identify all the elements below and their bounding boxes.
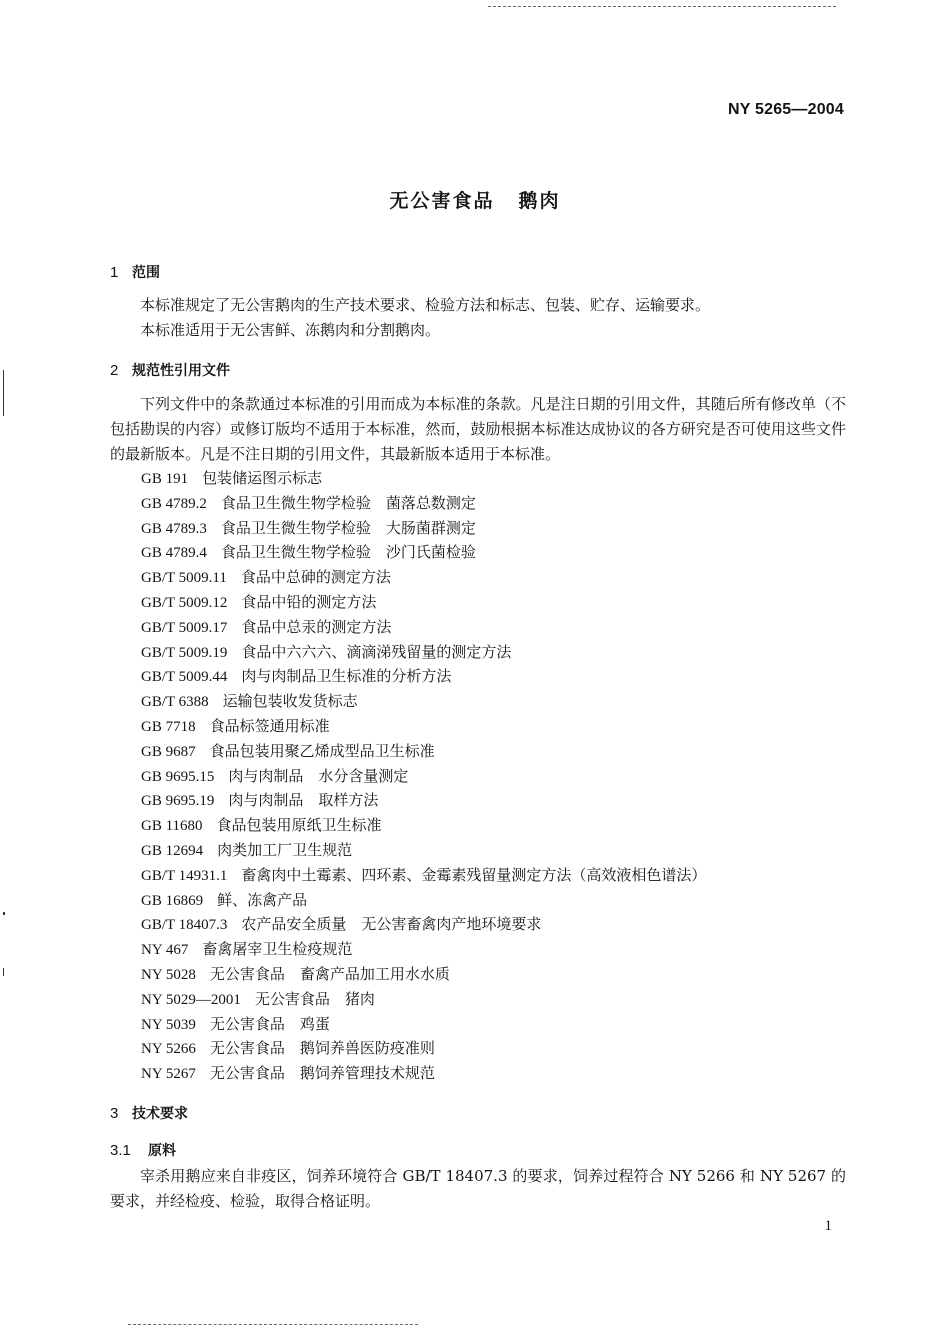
reference-code: GB/T 5009.12 xyxy=(141,594,228,611)
reference-code: NY 5267 xyxy=(141,1066,196,1083)
scan-edge-mark xyxy=(3,912,5,915)
reference-title: 无公害食品 畜禽产品加工用水水质 xyxy=(209,964,450,983)
reference-code: GB 4789.2 xyxy=(141,495,207,512)
section-heading xyxy=(110,262,160,282)
reference-title: 肉类加工厂卫生规范 xyxy=(217,840,353,859)
section-title: 规范性引用文件 xyxy=(132,363,230,379)
reference-item xyxy=(141,838,706,863)
reference-item xyxy=(141,962,706,987)
reference-title: 畜禽屠宰卫生检疫规范 xyxy=(202,940,353,959)
scan-edge-mark xyxy=(3,968,4,976)
reference-code: GB 191 xyxy=(141,471,189,487)
reference-code: NY 5266 xyxy=(141,1041,196,1058)
reference-code: GB 9687 xyxy=(141,743,196,760)
section-number: 2 xyxy=(110,362,119,379)
subsection-title: 原料 xyxy=(148,1143,176,1159)
reference-item xyxy=(141,1036,706,1061)
reference-title: 食品包装用原纸卫生标准 xyxy=(216,816,382,835)
reference-code: GB/T 18407.3 xyxy=(141,917,228,934)
reference-title: 食品卫生微生物学检验 沙门氏菌检验 xyxy=(220,543,476,562)
reference-item xyxy=(141,987,706,1012)
reference-code: GB/T 5009.17 xyxy=(141,619,228,636)
reference-title: 食品包装用聚乙烯成型品卫生标准 xyxy=(209,741,435,760)
reference-code: NY 5029—2001 xyxy=(141,991,241,1008)
paragraph: 本标准规定了无公害鹅肉的生产技术要求、检验方法和标志、包装、贮存、运输要求。 xyxy=(140,296,711,314)
reference-title: 食品卫生微生物学检验 菌落总数测定 xyxy=(220,493,476,512)
reference-code: NY 5039 xyxy=(141,1016,196,1033)
reference-item xyxy=(141,937,706,962)
reference-code: GB 9695.19 xyxy=(141,793,215,810)
reference-code: GB 4789.4 xyxy=(141,545,207,562)
reference-item xyxy=(141,912,706,937)
section-heading xyxy=(110,1103,188,1123)
reference-code: GB 9695.15 xyxy=(141,768,215,785)
reference-code: GB/T 5009.44 xyxy=(141,669,228,686)
reference-item xyxy=(141,516,706,541)
reference-code: NY 467 xyxy=(141,942,189,959)
reference-title: 食品中总砷的测定方法 xyxy=(240,568,391,587)
section-heading xyxy=(110,360,230,380)
reference-title: 食品中六六六、滴滴涕残留量的测定方法 xyxy=(241,642,512,661)
reference-title: 鲜、冻禽产品 xyxy=(217,890,308,909)
reference-item xyxy=(141,1012,706,1037)
reference-item xyxy=(141,888,706,913)
reference-item xyxy=(141,491,706,516)
reference-title: 食品卫生微生物学检验 大肠菌群测定 xyxy=(220,518,476,537)
title-part-1: 无公害食品 xyxy=(389,190,495,212)
reference-item xyxy=(141,640,706,665)
paragraph: 下列文件中的条款通过本标准的引用而成为本标准的条款。凡是注日期的引用文件，其随后所有修改单（不包括勘误的内容）或修订版均不适用于本标准，然而，鼓励根据本标准达成协议的各方研究是否可使用这些文件的最新版本。凡是不注日期的引用文件，其最新版本适用于本标准。 xyxy=(110,395,846,463)
reference-title: 食品中总汞的测定方法 xyxy=(241,617,392,636)
reference-item xyxy=(141,565,706,590)
scan-edge-mark xyxy=(3,370,4,416)
section-title: 范围 xyxy=(132,265,160,281)
reference-title: 无公害食品 猪肉 xyxy=(254,989,375,1008)
title-part-2: 鹅肉 xyxy=(518,190,561,212)
reference-list xyxy=(141,466,706,1086)
subsection-number: 3.1 xyxy=(110,1142,131,1159)
reference-code: GB/T 6388 xyxy=(141,694,209,711)
reference-item xyxy=(141,615,706,640)
reference-item xyxy=(141,714,706,739)
reference-item xyxy=(141,590,706,615)
section-number: 1 xyxy=(110,264,119,281)
reference-code: GB 4789.3 xyxy=(141,520,207,537)
paragraph: 宰杀用鹅应来自非疫区，饲养环境符合 GB/T 18407.3 的要求，饲养过程符合 NY 5266 和 NY 5267 的要求，并经检疫、检验，取得合格证明。 xyxy=(110,1167,846,1210)
reference-item xyxy=(141,664,706,689)
paragraph: 本标准适用于无公害鲜、冻鹅肉和分割鹅肉。 xyxy=(140,321,441,339)
section-number: 3 xyxy=(110,1105,119,1122)
reference-code: GB 7718 xyxy=(141,718,196,735)
reference-code: GB 11680 xyxy=(141,818,203,835)
reference-code: GB/T 5009.19 xyxy=(141,644,228,661)
reference-title: 食品中铅的测定方法 xyxy=(241,592,377,611)
reference-code: GB/T 14931.1 xyxy=(141,867,228,884)
reference-code: GB 16869 xyxy=(141,892,204,909)
reference-item xyxy=(141,739,706,764)
document-title xyxy=(0,186,950,213)
reference-title: 肉与肉制品 取样方法 xyxy=(228,791,379,810)
scan-artifact-bottom xyxy=(128,1324,418,1326)
scan-artifact-top xyxy=(488,6,836,8)
reference-code: NY 5028 xyxy=(141,966,196,983)
reference-title: 包装储运图示标志 xyxy=(202,469,323,487)
reference-title: 畜禽肉中土霉素、四环素、金霉素残留量测定方法（高效液相色谱法） xyxy=(241,865,707,884)
reference-item xyxy=(141,689,706,714)
page-number: 1 xyxy=(824,1218,832,1234)
section-title: 技术要求 xyxy=(132,1106,188,1122)
reference-title: 无公害食品 鸡蛋 xyxy=(209,1014,330,1033)
reference-code: GB 12694 xyxy=(141,842,204,859)
reference-item xyxy=(141,1061,706,1086)
standard-number: NY 5265—2004 xyxy=(728,101,844,118)
reference-item xyxy=(141,863,706,888)
reference-title: 无公害食品 鹅饲养兽医防疫准则 xyxy=(209,1039,435,1058)
reference-title: 无公害食品 鹅饲养管理技术规范 xyxy=(209,1064,435,1083)
reference-item xyxy=(141,813,706,838)
reference-title: 肉与肉制品 水分含量测定 xyxy=(228,766,409,785)
reference-item xyxy=(141,540,706,565)
reference-code: GB/T 5009.11 xyxy=(141,570,227,587)
reference-title: 农产品安全质量 无公害畜禽肉产地环境要求 xyxy=(241,915,542,934)
reference-item xyxy=(141,764,706,789)
reference-title: 食品标签通用标准 xyxy=(209,716,330,735)
reference-item xyxy=(141,466,706,491)
reference-item xyxy=(141,788,706,813)
reference-title: 运输包装收发货标志 xyxy=(222,692,358,711)
reference-title: 肉与肉制品卫生标准的分析方法 xyxy=(241,667,452,686)
subsection-heading xyxy=(110,1140,176,1160)
